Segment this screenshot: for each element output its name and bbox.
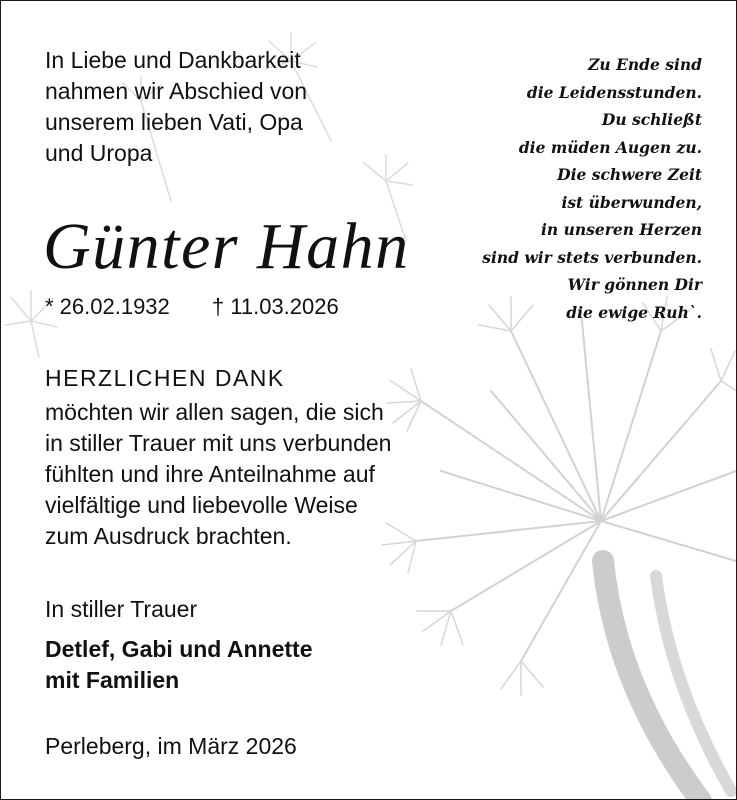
dandelion-icon <box>416 311 736 661</box>
mourning-label: In stiller Trauer <box>45 596 198 622</box>
intro-line: In Liebe und Dankbarkeit <box>45 47 301 73</box>
thanks-text <box>45 397 445 552</box>
deceased-name: Günter Hahn <box>43 210 410 283</box>
poem-line: die ewige Ruh`. <box>566 302 702 322</box>
poem-line: in unseren Herzen <box>541 220 702 239</box>
family-line: Detlef, Gabi und Annette <box>45 636 313 662</box>
thanks-line: fühlten und ihre Anteilnahme auf <box>45 461 375 487</box>
poem-line: Zu Ende sind <box>588 55 702 74</box>
poem <box>432 51 702 326</box>
thanks-heading: HERZLICHEN DANK <box>45 365 285 391</box>
poem-line: Du schließt <box>601 110 702 129</box>
poem-line: Die schwere Zeit <box>557 165 702 184</box>
thanks-line: vielfältige und liebevolle Weise <box>45 492 358 518</box>
intro-line: und Uropa <box>45 140 153 166</box>
thanks-line: zum Ausdruck brachten. <box>45 523 292 549</box>
family-signature <box>45 634 313 696</box>
family-line: mit Familien <box>45 667 180 693</box>
poem-line: ist überwunden, <box>561 192 702 212</box>
intro-line: unserem lieben Vati, Opa <box>45 109 303 135</box>
place-date: Perleberg, im März 2026 <box>45 733 297 759</box>
poem-line: die Leidensstunden. <box>526 82 702 102</box>
poem-line: Wir gönnen Dir <box>567 275 702 294</box>
thanks-line: möchten wir allen sagen, die sich <box>45 399 384 425</box>
birth-date: * 26.02.1932 <box>45 294 170 319</box>
intro-line: nahmen wir Abschied von <box>45 78 308 104</box>
poem-line: sind wir stets verbunden. <box>482 247 702 267</box>
death-date: † 11.03.2026 <box>211 294 339 319</box>
poem-line: die müden Augen zu. <box>518 137 702 157</box>
life-dates <box>45 293 339 321</box>
thanks-line: in stiller Trauer mit uns verbunden <box>45 430 392 456</box>
intro-text <box>45 45 375 169</box>
